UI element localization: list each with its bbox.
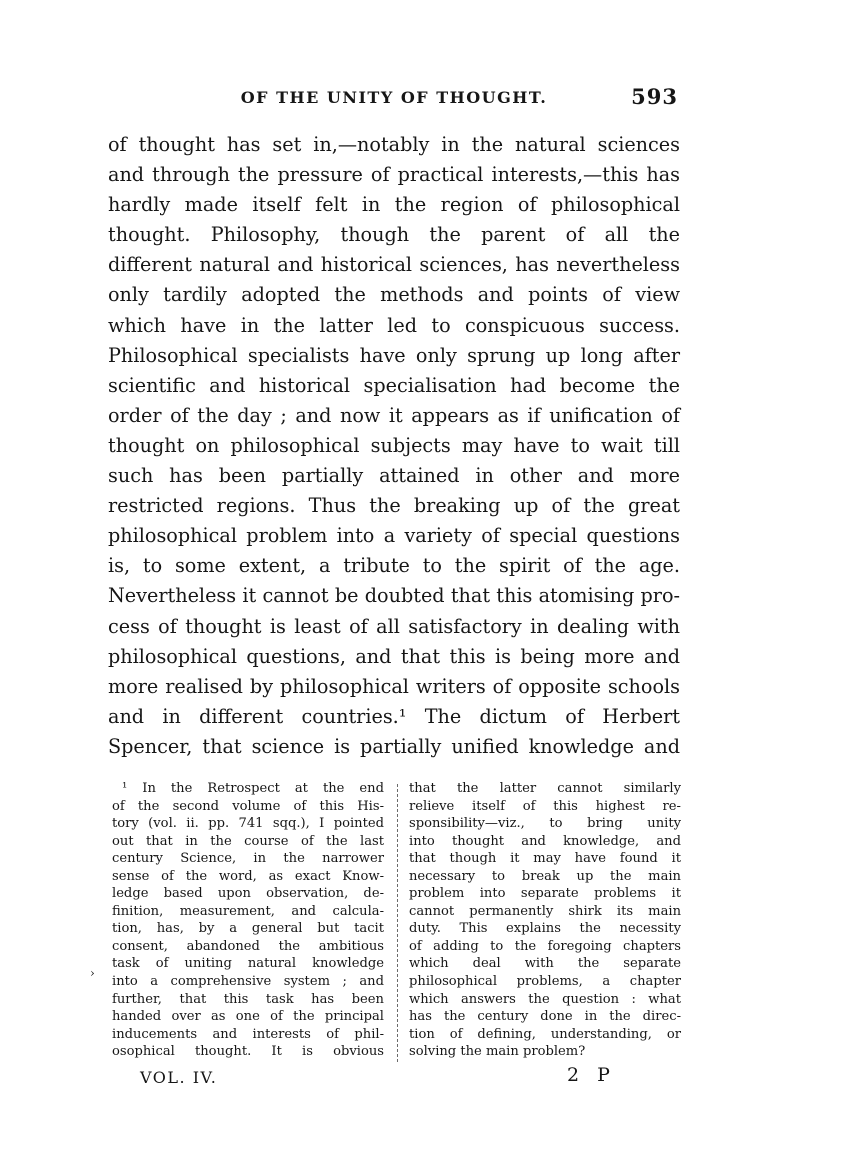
body-line: Philosophical specialists have only sprung up long after <box>108 343 680 367</box>
footnote-line: further, that this task has been <box>112 991 384 1007</box>
body-line: Nevertheless it cannot be doubted that this atomising pro- <box>108 584 680 608</box>
footnote-line: of the second volume of this His- <box>112 798 384 814</box>
footnote-line: sponsibility—viz., to bring unity <box>409 816 681 832</box>
footnote-line: duty. This explains the necessity <box>409 921 681 937</box>
footnote-line: inducements and interests of phil- <box>112 1026 384 1042</box>
body-line: and through the pressure of practical interests,—this has <box>108 163 680 187</box>
footnote-line: task of uniting natural knowledge <box>112 956 384 972</box>
footnote-column-left <box>112 780 384 1061</box>
footnote-line: relieve itself of this highest re- <box>409 798 681 814</box>
footnote-line: consent, abandoned the ambitious <box>112 938 384 954</box>
body-line: philosophical questions, and that this is being more and <box>108 644 680 668</box>
body-line: such has been partially attained in other and more <box>108 464 680 488</box>
body-line: which have in the latter led to conspicuous success. <box>108 313 680 337</box>
body-line: order of the day ; and now it appears as if unification of <box>108 403 680 427</box>
body-line: more realised by philosophical writers of opposite schools <box>108 674 680 698</box>
body-line: hardly made itself felt in the region of philosophical <box>108 193 680 217</box>
body-line: only tardily adopted the methods and points of view <box>108 283 680 307</box>
footnote-line: ¹ In the Retrospect at the end <box>122 781 384 796</box>
footnote-line: century Science, in the narrower <box>112 851 384 867</box>
footnote-line: cannot permanently shirk its main <box>409 903 681 919</box>
footnote-line: that the latter cannot similarly <box>409 781 681 796</box>
body-text <box>108 130 680 762</box>
body-line: thought. Philosophy, though the parent of all the <box>108 223 680 247</box>
footnote-column-right <box>409 780 681 1061</box>
footnote-line: into a comprehensive system ; and <box>112 974 384 990</box>
body-line: is, to some extent, a tribute to the spirit of the age. <box>108 554 680 578</box>
body-line: philosophical problem into a variety of special questions <box>108 524 680 548</box>
footnote-line: finition, measurement, and calcula- <box>112 903 384 919</box>
page-number: 593 <box>631 84 678 109</box>
body-line: of thought has set in,—notably in the natural sciences <box>108 133 680 156</box>
footnote-line: out that in the course of the last <box>112 833 384 849</box>
signature-mark: 2 P <box>567 1064 616 1086</box>
footnote-line: sense of the word, as exact Know- <box>112 868 384 884</box>
footnote-line: of adding to the foregoing chapters <box>409 938 681 954</box>
footnote-line: ledge based upon observation, de- <box>112 886 384 902</box>
footnote-line: tory (vol. ii. pp. 741 sqq.), I pointed <box>112 816 384 832</box>
running-head <box>108 82 680 112</box>
footnote-line: which deal with the separate <box>409 956 681 972</box>
footnote-line: into thought and knowledge, and <box>409 833 681 849</box>
footnote-line: that though it may have found it <box>409 851 681 867</box>
body-line: thought on philosophical subjects may have to wait till <box>108 433 680 457</box>
footnote-line: necessary to break up the main <box>409 868 681 884</box>
footnote-line: has the century done in the direc- <box>409 1009 681 1025</box>
footnotes <box>112 780 680 1060</box>
body-line: different natural and historical sciences, has nevertheless <box>108 253 680 277</box>
footnote-line: problem into separate problems it <box>409 886 681 902</box>
body-line: scientific and historical specialisation had become the <box>108 373 680 397</box>
footnote-line: handed over as one of the principal <box>112 1009 384 1025</box>
body-line: restricted regions. Thus the breaking up of the great <box>108 494 680 518</box>
footnote-line: tion of defining, understanding, or <box>409 1026 681 1042</box>
footnote-line: solving the main problem? <box>409 1044 586 1060</box>
footnote-line: which answers the question : what <box>409 991 681 1007</box>
margin-mark: › <box>90 966 95 980</box>
body-line: Spencer, that science is partially unified knowledge and <box>108 734 680 758</box>
body-line: cess of thought is least of all satisfactory in dealing with <box>108 614 680 638</box>
volume-label: VOL. IV. <box>140 1068 218 1087</box>
footnote-line: philosophical problems, a chapter <box>409 974 681 990</box>
body-line: and in different countries.¹ The dictum of Herbert <box>108 704 680 728</box>
running-title: OF THE UNITY OF THOUGHT. <box>240 88 548 107</box>
footnote-column-divider <box>397 784 398 1062</box>
footnote-line: osophical thought. It is obvious <box>112 1044 384 1060</box>
footnote-line: tion, has, by a general but tacit <box>112 921 384 937</box>
